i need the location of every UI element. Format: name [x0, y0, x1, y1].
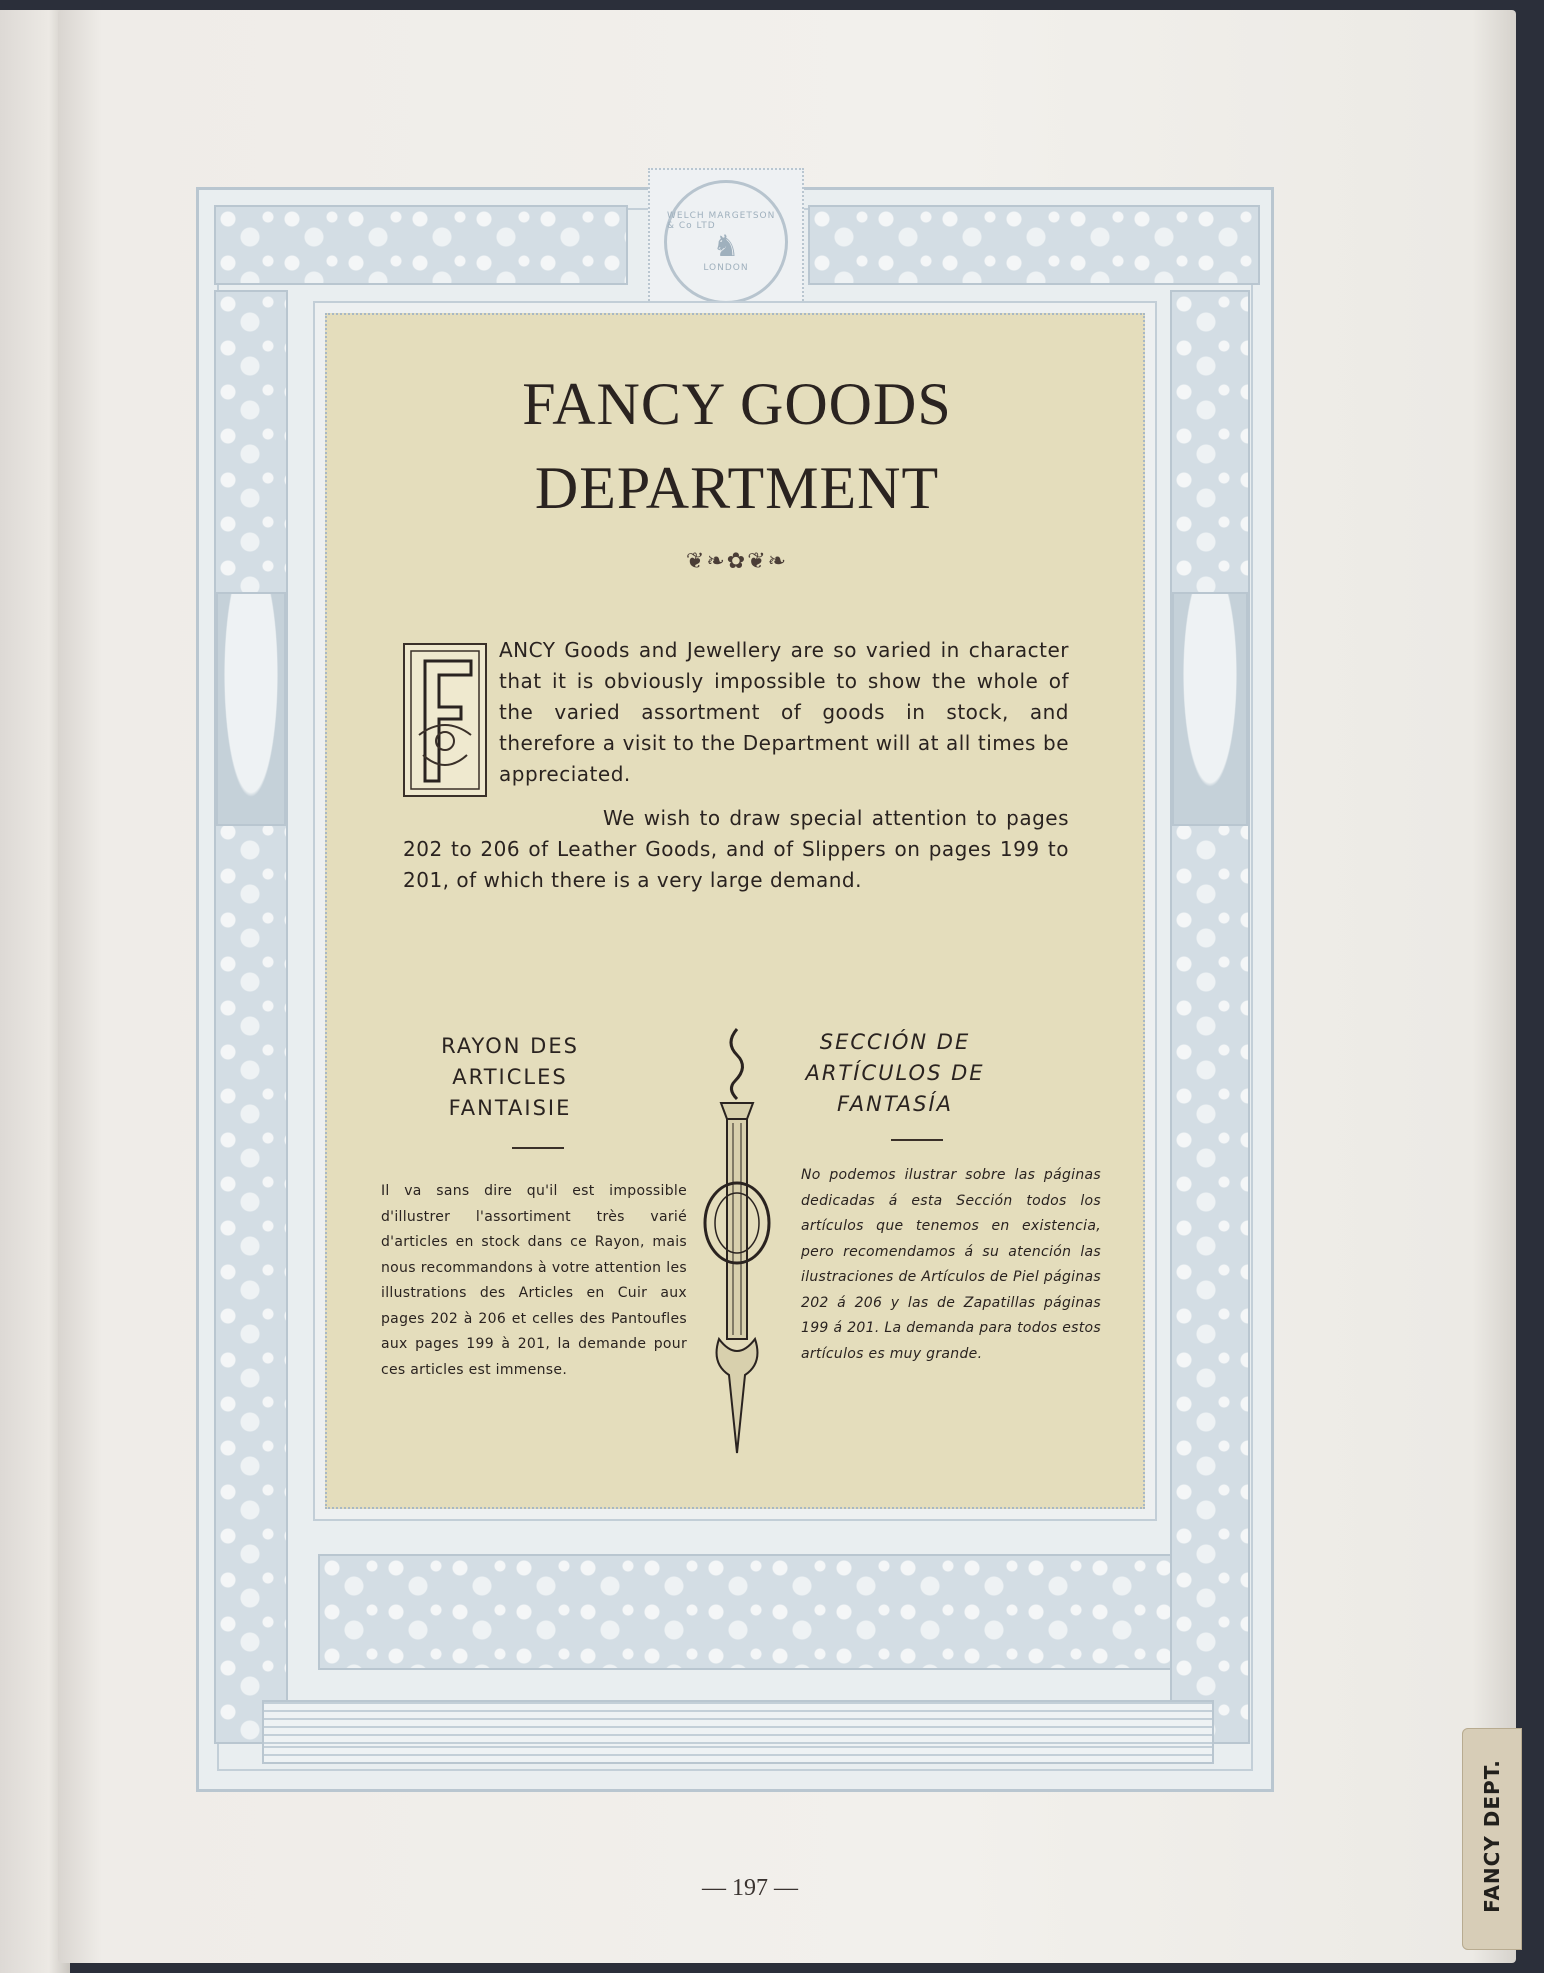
classical-figure-left-icon: [216, 592, 286, 826]
page-title-line-1: FANCY GOODS: [522, 371, 952, 437]
french-heading: [385, 1031, 635, 1124]
lion-seal-icon: [664, 180, 788, 304]
spanish-heading: [745, 1027, 1045, 1120]
floral-band-top-right: [808, 205, 1260, 285]
seal-name: WELCH MARGETSON & Co LTD: [667, 211, 776, 231]
french-heading-line-3: FANTAISIE: [448, 1096, 572, 1120]
floral-band-bottom: [318, 1554, 1172, 1670]
section-tab-label: FANCY DEPT.: [1480, 1759, 1504, 1913]
french-text: Il va sans dire qu'il est impossible d'illustrer l'assortiment très varié d'articles en stock dans ce Rayon, mais nous recommandons à votre attention les illustrations des Articles en Cuir aux pages 202 à 206 et celles des Pantoufles aux pages 199 à 201, la demande pour ces articles est immense.: [381, 1183, 687, 1378]
floral-band-right: [1170, 290, 1250, 1744]
spanish-heading-line-1: SECCIÓN DE: [819, 1030, 971, 1054]
spanish-divider: [891, 1139, 943, 1141]
text-panel: [325, 313, 1145, 1509]
classical-figure-right-icon: [1172, 592, 1248, 826]
seal-city: LONDON: [703, 263, 749, 273]
intro-paragraph: ANCY Goods and Jewellery are so varied in character that it is obviously impossible to show the whole of the varied assortment of goods in stock, and therefore a visit to the Department will at all times be appreciated.: [499, 638, 1069, 786]
page-title-line-2: DEPARTMENT: [534, 455, 940, 521]
page-number: — 197 —: [702, 1875, 798, 1901]
lion-icon: ♞: [712, 229, 740, 264]
scroll-ornament-icon: ❦❧✿❦❧: [685, 549, 789, 574]
french-divider: [512, 1147, 564, 1149]
spanish-heading-line-3: FANTASÍA: [836, 1092, 954, 1116]
floral-band-top-left: [214, 205, 628, 285]
spanish-text: No podemos ilustrar sobre las páginas dedicadas á esta Sección todos los artículos que tenemos en existencia, pero recomendamos á su atención las ilustraciones de Artículos de Piel páginas 202 á 206 y las de Zapatillas páginas 199 á 201. La demanda para todos estos artículos es muy grande.: [801, 1167, 1101, 1362]
decorated-initial-f-icon: [403, 643, 487, 797]
floral-band-left: [214, 290, 288, 1744]
spanish-heading-line-2: ARTÍCULOS DE: [805, 1061, 985, 1085]
second-paragraph: We wish to draw special attention to pages 202 to 206 of Leather Goods, and of Slippers on pages 199 to 201, of which there is a very large demand.: [403, 806, 1069, 892]
french-heading-line-2: ARTICLES: [452, 1065, 568, 1089]
section-tab[interactable]: [1462, 1728, 1522, 1950]
frame-base-lines: [262, 1700, 1214, 1764]
french-heading-line-1: RAYON DES: [441, 1034, 579, 1058]
